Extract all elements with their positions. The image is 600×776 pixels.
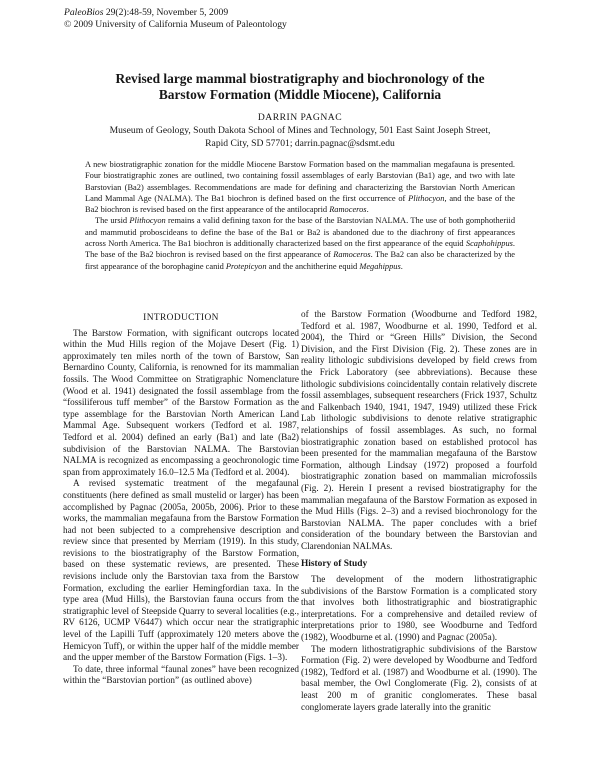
abstract-text: remains a valid defining taxon for the base of the Barstovian NALMA. The use of both gomphotheriid and mammutid proboscideans to define the base of the Ba1 or Ba2 is abandoned due to the diachrony of first appearances across North America. The Ba1 biochron is additionally characterized based on the first appearance of the equid: [85, 216, 516, 249]
taxon-name: Plithocyon: [408, 193, 445, 203]
abstract-text: .: [400, 261, 403, 271]
title-line-1: Revised large mammal biostratigraphy and biochronology of the: [115, 71, 485, 86]
history-paragraph-1: The development of the modern lithostratigraphic subdivisions of the Barstow Formation is a complicated story that involves both lithostratigraphic and biostratigraphic interpretations. For a comprehensive and detailed review of interpretations prior to 1980, see Woodburne and Tedford (1982), Woodburne et al. (1990) and Pagnac (2005a).: [301, 574, 537, 643]
abstract-text: A new biostratigraphic zonation for the middle Miocene Barstow Formation based on the mammalian megafauna is presented. Four biostratigraphic zones are outlined, two containing fossil assemblages of early Barstovian (Ba1) age, and two with late Barstovian (Ba2) assemblages. Recommendations are made for defining and characterizing the Barstovian North American Land Mammal Age (NALMA). The Ba1 biochron is defined based on the first occurrence of: [85, 160, 515, 203]
abstract: [85, 159, 515, 272]
abstract-text: . The base of the Ba2 biochron is revised based on the first appearance of: [85, 239, 515, 260]
copyright: © 2009 University of California Museum of Paleontology: [64, 18, 287, 30]
taxon-name: Plithocyon: [129, 216, 166, 226]
intro-paragraph-3-continued: of the Barstow Formation (Woodburne and Tedford 1982, Tedford et al. 1987, Woodburne et al. 1990, Tedford et al. 2004), the Third or “Green Hills” Division, the Second Division, and the First Division (Fig. 2). These zones are in reality lithologic subdivisions developed by field crews from the Frick Laboratory (see abbreviations). Because these lithologic subdivisions coincidentally contain relatively discrete fossil assemblages, subsequent researchers (Frick 1937, Schultz and Falkenbach 1940, 1941, 1947, 1949) utilized these Frick Lab lithologic subdivisions to denote relative stratigraphic relationships of fossil assemblages. As such, no formal biostratigraphic zonation based on established protocol has been presented for the mammalian megafauna of the Barstow Formation, although Lindsay (1972) proposed a fourfold biostratigraphic zonation based on mammalian microfossils (Fig. 2). Herein I present a revised biostratigraphy for the mammalian megafauna of the Barstow Formation as exposed in the Mud Hills (Figs. 2–3) and a revised biochronology for the Barstovian NALMA. The paper concludes with a brief consideration of the boundary between the Barstovian and Clarendonian NALMAs.: [301, 309, 537, 551]
intro-paragraph-2: A revised systematic treatment of the megafaunal constituents (here defined as small mustelid or larger) has been accomplished by Pagnac (2005a, 2005b, 2006). Prior to these works, the mammalian megafauna from the Barstow Formation had not been subjected to a comprehensive description and review since that presented by Merriam (1919). In this study, revisions to the biostratigraphy of the Barstow Formation, based on these systematic reviews, are presented. These revisions include only the Barstovian taxa from the Barstow Formation, excluding the earlier Hemingfordian taxa. In the type area (Mud Hills), the Barstovian fauna occurs from the stratigraphic level of Steepside Quarry to several localities (e.g., RV 6126, UCMP V6447) which occur near the stratigraphic level of the Lapilli Tuff (approximately 120 meters above the Hemicyon Tuff), or within the upper half of the middle member and the upper member of the Barstow Formation (Figs. 1–3).: [63, 478, 299, 663]
left-column: [63, 313, 299, 687]
right-column: [301, 309, 537, 713]
citation: 29(2):48-59, November 5, 2009: [103, 7, 229, 18]
citation-line: [64, 7, 287, 19]
journal-name: PaleoBios: [64, 7, 104, 18]
paper-title: [60, 71, 540, 103]
journal-header: [64, 7, 287, 30]
taxon-name: Ramoceros: [333, 250, 371, 260]
abstract-paragraph-2: [85, 215, 515, 271]
abstract-text: .: [366, 205, 369, 215]
intro-paragraph-3: To date, three informal “faunal zones” have been recognized within the “Barstovian portion” (as outlined above): [63, 663, 299, 686]
author-name: DARRIN PAGNAC: [257, 112, 343, 123]
taxon-name: Ramoceros: [329, 205, 367, 215]
abstract-text: , and the base of the Ba2 biochron is revised based on the first appearance of the antilocaprid: [85, 193, 515, 215]
abstract-text: . The Ba2 can also be characterized by the first appearance of the borophagine canid: [85, 250, 515, 271]
history-heading: History of Study: [301, 559, 368, 570]
introduction-heading: INTRODUCTION: [143, 313, 219, 323]
author-affiliation: [80, 125, 520, 150]
taxon-name: Protepicyon: [225, 261, 267, 271]
taxon-name: Megahippus: [359, 261, 401, 271]
history-paragraph-2: The modern lithostratigraphic subdivisions of the Barstow Formation (Fig. 2) were developed by Woodburne and Tedford (1982), Tedford et al. (1987) and Woodburne et al. (1990). The basal member, the Owl Conglomerate (Fig. 2), consists of at least 200 m of granitic conglomerates. These basal conglomerate layers grade laterally into the granitic: [301, 643, 537, 712]
abstract-paragraph-1: [85, 159, 515, 215]
taxon-name: Scaphohippus: [465, 239, 513, 249]
intro-paragraph-1: The Barstow Formation, with significant outcrops located within the Mud Hills region of the Mojave Desert (Fig. 1) approximately ten miles north of the town of Barstow, San Bernardino County, California, is renowned for its mammalian fossils. The Wood Committee on Stratigraphic Nomenclature (Wood et al. 1941) designated the fossil assemblage from the “fossiliferous tuff member” of the Barstow Formation as the type assemblage for the Barstovian North American Land Mammal Age. Subsequent workers (Tedford et al. 1987, Tedford et al. 2004) defined an early (Ba1) and late (Ba2) subdivision of the Barstovian NALMA. The Barstovian NALMA is recognized as encompassing a geochronologic time span from approximately 16.0–12.5 Ma (Tedford et al. 2004).: [63, 327, 299, 477]
affiliation-line-2: Rapid City, SD 57701; darrin.pagnac@sdsmt.edu: [205, 137, 395, 149]
affiliation-line-1: Museum of Geology, South Dakota School of Mines and Technology, 501 East Saint Joseph Street,: [109, 125, 491, 136]
abstract-text: The ursid: [95, 216, 130, 226]
abstract-text: and the anchitherine equid: [266, 261, 360, 271]
title-line-2: Barstow Formation (Middle Miocene), California: [158, 87, 442, 102]
